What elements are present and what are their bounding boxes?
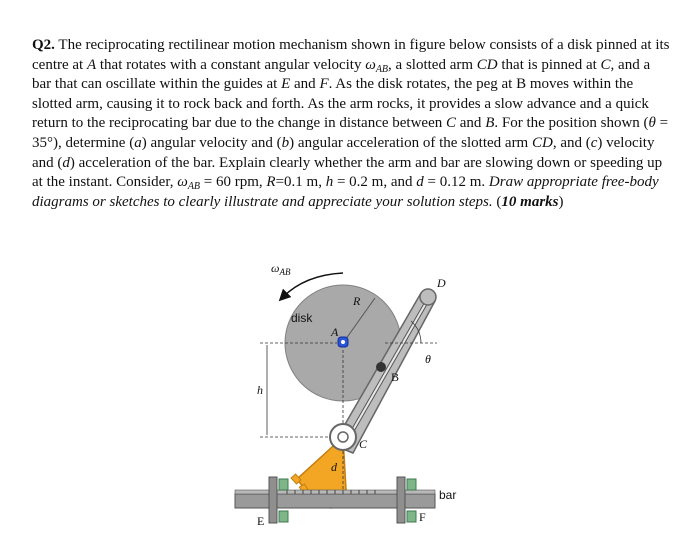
- d-dim-label: d: [331, 460, 337, 474]
- peg-b: [376, 362, 386, 372]
- omega-label: $\omega_{AB}$: [271, 261, 291, 277]
- a-label: A: [331, 325, 339, 339]
- b-label: B: [391, 370, 400, 384]
- question-text: Q2. The reciprocating rectilinear motion mechanism shown in figure below consists of a disk pinned at its centre at A that rotates with a constant angular velocity $\omega_{AB}$, a slotted arm CD that is pinned at C, and a bar that can oscillate within the guides at E and F. As the disk rotates, the peg at B moves within the slotted arm, causing it to rock back and forth. As the arm rocks, it provides a slow advance and a quick return to the reciprocating bar due to the change in distance between C and B. For the position shown (θ = 35°), determine (a) angular velocity and (b) angular acceleration of the slotted arm CD, and (c) velocity and (d) acceleration of the bar. Explain clearly whether the arm and bar are slowing down or speeding up at the instant. Consider, $\omega_{AB} = 60$ rpm, R=0.1 m, h = 0.2 m, and d = 0.12 m. Draw appropriate free-body diagrams or sketches to clearly illustrate and appreciate your solution steps. (10 marks): [32, 37, 670, 210]
- marks-label: 10 marks: [501, 193, 559, 210]
- pin-a: [338, 337, 348, 347]
- c-label: C: [359, 437, 368, 451]
- disk-label: disk: [291, 311, 313, 325]
- instruction-text: Draw appropriate free-body diagrams or sketches to clearly illustrate and appreciate your solution steps.: [32, 174, 659, 210]
- h-label: h: [257, 383, 263, 397]
- e-label: E: [257, 514, 265, 528]
- question-number: Q2.: [32, 37, 55, 53]
- mechanism-figure: [225, 255, 465, 540]
- r-label: R: [353, 294, 361, 308]
- theta-label: θ: [425, 352, 431, 366]
- f-label: F: [419, 510, 426, 524]
- d-point-label: D: [437, 276, 446, 290]
- bar-label: bar: [439, 488, 457, 502]
